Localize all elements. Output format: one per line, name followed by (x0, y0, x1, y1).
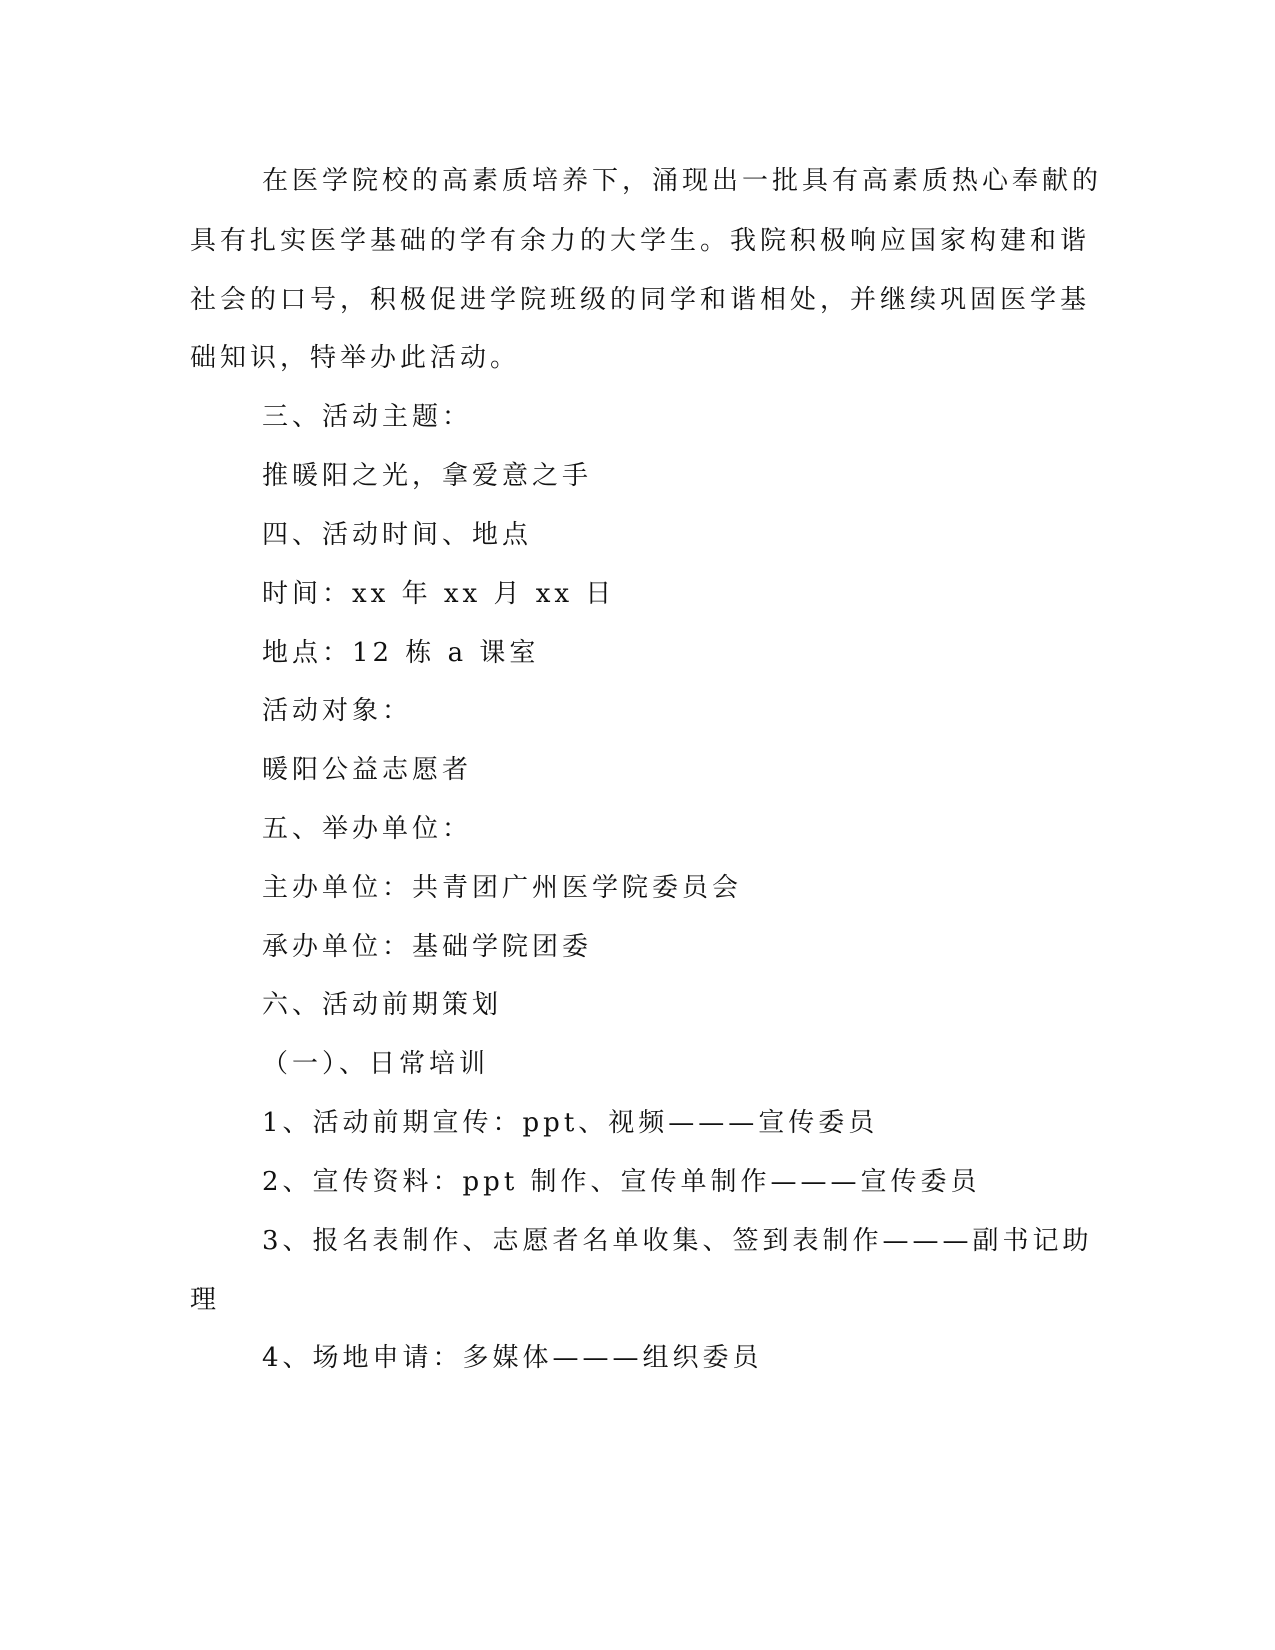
activity-place: 地点：12 栋 a 课室 (262, 638, 540, 668)
participants-text: 暖阳公益志愿者 (262, 755, 473, 785)
list-item-1: 1、活动前期宣传：ppt、视频———宣传委员 (262, 1108, 879, 1138)
heading-time-place: 四、活动时间、地点 (262, 520, 533, 550)
list-item-4: 4、场地申请：多媒体———组织委员 (262, 1343, 763, 1373)
activity-theme-text: 推暖阳之光，拿爱意之手 (262, 461, 593, 491)
paragraph-intro-line-4: 础知识，特举办此活动。 (190, 343, 521, 373)
list-item-3: 3、报名表制作、志愿者名单收集、签到表制作———副书记助 (262, 1226, 1093, 1256)
heading-planning: 六、活动前期策划 (262, 990, 503, 1020)
heading-participants: 活动对象： (262, 696, 413, 726)
heading-activity-theme: 三、活动主题： (262, 402, 473, 432)
organizer-host: 主办单位：共青团广州医学院委员会 (262, 873, 743, 903)
subheading-daily-training: （一）、日常培训 (262, 1049, 490, 1079)
list-item-2: 2、宣传资料：ppt 制作、宣传单制作———宣传委员 (262, 1167, 981, 1197)
list-item-3-continued: 理 (190, 1285, 221, 1315)
heading-organizers: 五、举办单位： (262, 814, 473, 844)
activity-time: 时间：xx 年 xx 月 xx 日 (262, 579, 616, 609)
paragraph-intro-line-2: 具有扎实医学基础的学有余力的大学生。我院积极响应国家构建和谐 (190, 226, 1091, 256)
paragraph-intro-line-1: 在医学院校的高素质培养下，涌现出一批具有高素质热心奉献的 (262, 166, 1103, 196)
organizer-undertaker: 承办单位：基础学院团委 (262, 932, 593, 962)
paragraph-intro-line-3: 社会的口号，积极促进学院班级的同学和谐相处，并继续巩固医学基 (190, 285, 1091, 315)
